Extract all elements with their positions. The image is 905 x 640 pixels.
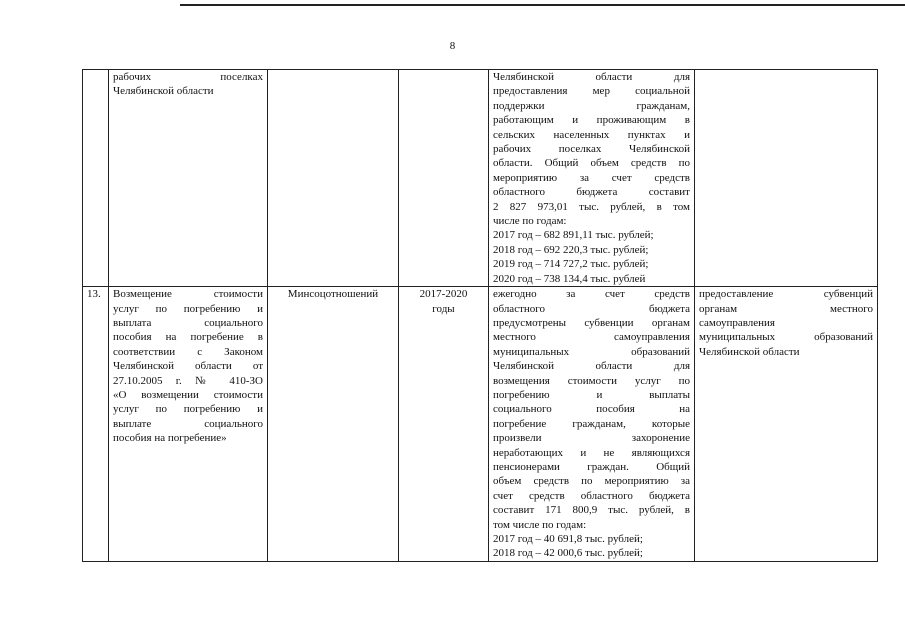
description-line: сельских населенных пунктах и [493,128,690,141]
description-line: Челябинской области для [493,360,690,373]
description-line: ежегодно за счет средств [493,288,690,301]
period-line: 2017-2020 [419,288,468,301]
name-line: рабочих поселках [113,71,263,83]
name-line: Возмещение стоимости [113,288,263,301]
name-line: пособия на погребение» [113,432,227,445]
page-number: 8 [449,40,456,52]
description-line: неработающих и не являющихся [493,446,690,459]
table-row [83,287,878,562]
measure-name [109,70,268,287]
expected-result [695,70,878,287]
description-line: возмещения стоимости услуг по [493,374,690,387]
description-line: числе по годам: [493,215,567,228]
expected-result [695,287,878,562]
name-line: услуг по погребению и [113,403,263,416]
description-line: поддержки гражданам, [493,99,690,112]
description-line: муниципальных образований [493,345,690,358]
description-line: 2018 год – 42 000,6 тыс. рублей; [493,547,643,560]
table-row [83,70,878,287]
description-line: погребение гражданам, которые [493,417,690,430]
description-line: предоставления мер социальной [493,85,690,98]
description-line: 2018 год – 692 220,3 тыс. рублей; [493,243,649,256]
name-line: услуг по погребению и [113,302,263,315]
period [399,287,489,562]
result-line: муниципальных образований [699,331,873,344]
measure-name [109,287,268,562]
description-line: областного бюджета составит [493,186,690,199]
row-number: 13. [83,287,109,562]
measure-description [489,70,695,287]
description-line: погребению и выплаты [493,388,690,401]
description-line: области. Общий объем средств по [493,157,690,170]
name-line: соответствии с Законом [113,345,263,358]
result-line: Челябинской области [699,345,800,358]
description-line: том числе по годам: [493,518,587,531]
description-line: произвели захоронение [493,432,690,445]
description-line: составит 171 800,9 тыс. рублей, в [493,504,690,517]
description-line: 2 827 973,01 тыс. рублей, в том [493,200,690,213]
description-line: 2017 год – 40 691,8 тыс. рублей; [493,533,643,545]
description-line: рабочих поселках Челябинской [493,143,690,156]
description-line: 2019 год – 714 727,2 тыс. рублей; [493,258,649,271]
description-line: работающим и проживающим в [493,114,690,127]
executor: Минсоцотношений [268,287,399,562]
description-line: счет средств областного бюджета [493,489,690,502]
description-line: социального пособия на [493,403,690,416]
description-line: Челябинской области для [493,71,690,83]
row-number [83,70,109,287]
executor [268,70,399,287]
description-line: предусмотрены субвенции органам [493,316,690,329]
description-line: 2017 год – 682 891,11 тыс. рублей; [493,229,654,242]
name-line: 27.10.2005 г. № 410-ЗО [113,374,263,387]
description-line: объем средств по мероприятию за [493,475,690,488]
measure-description [489,287,695,562]
name-line: «О возмещении стоимости [113,388,263,401]
name-line: Челябинской области [113,85,214,98]
name-line: выплата социального [113,316,263,329]
result-line: органам местного [699,302,873,315]
program-table [82,69,878,562]
description-line: областного бюджета [493,302,690,315]
name-line: выплате социального [113,417,263,430]
period-line: годы [432,302,455,315]
period [399,70,489,287]
description-line: пенсионерами граждан. Общий [493,460,690,473]
name-line: пособия на погребение в [113,331,263,344]
top-rule [180,4,905,6]
name-line: Челябинской области от [113,360,263,373]
description-line: мероприятию за счет средств [493,171,690,184]
description-line: местного самоуправления [493,331,690,344]
description-line: 2020 год – 738 134,4 тыс. рублей [493,272,646,285]
result-line: предоставление субвенций [699,288,873,301]
result-line: самоуправления [699,316,775,329]
